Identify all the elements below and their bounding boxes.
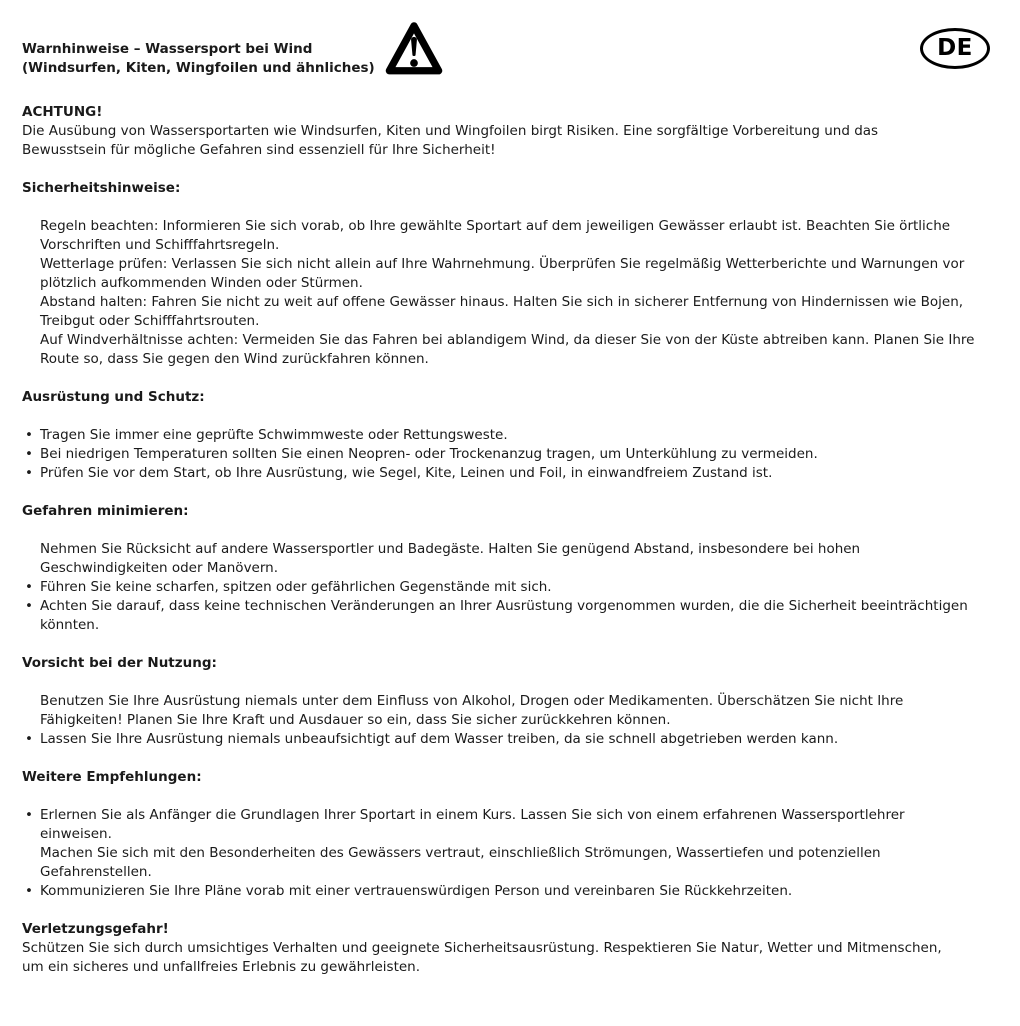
page-title-block <box>22 40 375 78</box>
section-ausruestung <box>22 388 990 483</box>
list-item-text: Machen Sie sich mit den Besonderheiten des Gewässers vertraut, einschließlich Strömungen, Wassertiefen und potenziellen Gefahrenstellen. <box>40 845 881 880</box>
sicherheitshinweise-list <box>22 217 978 369</box>
vorsicht-list <box>22 692 978 749</box>
section-achtung <box>22 103 990 160</box>
section-heading-ausruestung: Ausrüstung und Schutz: <box>22 389 205 405</box>
bullet-marker: • <box>25 731 33 747</box>
list-item-text: Kommunizieren Sie Ihre Pläne vorab mit einer vertrauenswürdigen Person und vereinbaren Sie Rückkehrzeiten. <box>40 883 793 899</box>
section-heading-empfehlungen: Weitere Empfehlungen: <box>22 769 202 785</box>
section-empfehlungen <box>22 768 990 901</box>
warning-triangle-icon <box>385 20 443 86</box>
list-item-text: Regeln beachten: Informieren Sie sich vorab, ob Ihre gewählte Sportart auf dem jeweiligen Gewässer erlaubt ist. Beachten Sie örtliche Vorschriften und Schifffahrtsregeln. <box>40 218 951 253</box>
ausruestung-list <box>22 426 978 483</box>
language-badge <box>920 28 990 69</box>
gefahren-list <box>22 540 978 635</box>
bullet-marker: • <box>25 465 33 481</box>
document-header <box>22 18 990 86</box>
list-item <box>22 578 978 597</box>
list-item <box>22 445 978 464</box>
list-item <box>22 806 978 844</box>
list-item-text: Lassen Sie Ihre Ausrüstung niemals unbeaufsichtigt auf dem Wasser treiben, da sie schnell abgetrieben werden kann. <box>40 731 839 747</box>
list-item-text: Benutzen Sie Ihre Ausrüstung niemals unter dem Einfluss von Alkohol, Drogen oder Medikamenten. Überschätzen Sie nicht Ihre Fähigkeiten! Planen Sie Ihre Kraft und Ausdauer so ein, dass Sie sicher zurückkehren können. <box>40 693 904 728</box>
list-item <box>22 217 978 255</box>
section-heading-gefahren: Gefahren minimieren: <box>22 503 189 519</box>
list-item-text: Führen Sie keine scharfen, spitzen oder gefährlichen Gegenstände mit sich. <box>40 579 552 595</box>
page-title: Warnhinweise – Wassersport bei Wind <box>22 41 313 57</box>
section-verletzungsgefahr <box>22 920 990 977</box>
list-item <box>22 730 978 749</box>
list-item <box>22 464 978 483</box>
list-item-text: Erlernen Sie als Anfänger die Grundlagen Ihrer Sportart in einem Kurs. Lassen Sie sich von einem erfahrenen Wassersportlehrer einweisen. <box>40 807 905 842</box>
page-subtitle: (Windsurfen, Kiten, Wingfoilen und ähnliches) <box>22 60 375 76</box>
list-item <box>22 255 978 293</box>
section-heading-achtung: ACHTUNG! <box>22 104 103 120</box>
list-item <box>22 844 978 882</box>
bullet-marker: • <box>25 598 33 614</box>
list-item-text: Prüfen Sie vor dem Start, ob Ihre Ausrüstung, wie Segel, Kite, Leinen und Foil, in einwandfreiem Zustand ist. <box>40 465 773 481</box>
section-sicherheitshinweise <box>22 179 990 369</box>
section-paragraph-achtung: Die Ausübung von Wassersportarten wie Windsurfen, Kiten und Wingfoilen birgt Risiken. Eine sorgfältige Vorbereitung und das Bewusstsein für mögliche Gefahren sind essenziell für Ihre Sicherheit! <box>22 123 879 158</box>
list-item-text: Bei niedrigen Temperaturen sollten Sie einen Neopren- oder Trockenanzug tragen, um Unterkühlung zu vermeiden. <box>40 446 818 462</box>
list-item <box>22 882 978 901</box>
list-item <box>22 331 978 369</box>
bullet-marker: • <box>25 807 33 823</box>
list-item <box>22 426 978 445</box>
section-heading-sicherheitshinweise: Sicherheitshinweise: <box>22 180 181 196</box>
list-item-text: Nehmen Sie Rücksicht auf andere Wassersportler und Badegäste. Halten Sie genügend Abstand, insbesondere bei hohen Geschwindigkeiten oder Manövern. <box>40 541 861 576</box>
section-vorsicht <box>22 654 990 749</box>
language-badge-label: DE <box>937 35 973 61</box>
list-item-text: Abstand halten: Fahren Sie nicht zu weit auf offene Gewässer hinaus. Halten Sie sich in sicherer Entfernung von Hindernissen wie Bojen, Treibgut oder Schifffahrtsrouten. <box>40 294 964 329</box>
bullet-marker: • <box>25 883 33 899</box>
list-item-text: Achten Sie darauf, dass keine technischen Veränderungen an Ihrer Ausrüstung vorgenommen wurden, die die Sicherheit beeinträchtigen könnten. <box>40 598 968 633</box>
section-heading-verletzungsgefahr: Verletzungsgefahr! <box>22 921 169 937</box>
empfehlungen-list <box>22 806 978 901</box>
list-item <box>22 597 978 635</box>
list-item <box>22 540 978 578</box>
section-paragraph-verletzungsgefahr: Schützen Sie sich durch umsichtiges Verhalten und geeignete Sicherheitsausrüstung. Respektieren Sie Natur, Wetter und Mitmenschen, um ein sicheres und unfallfreies Erlebnis zu gewährleisten. <box>22 940 942 975</box>
list-item <box>22 293 978 331</box>
list-item-text: Wetterlage prüfen: Verlassen Sie sich nicht allein auf Ihre Wahrnehmung. Überprüfen Sie regelmäßig Wetterberichte und Warnungen vor plötzlich aufkommenden Winden oder Stürmen. <box>40 256 965 291</box>
bullet-marker: • <box>25 446 33 462</box>
section-gefahren <box>22 502 990 635</box>
bullet-marker: • <box>25 427 33 443</box>
list-item-text: Tragen Sie immer eine geprüfte Schwimmweste oder Rettungsweste. <box>40 427 508 443</box>
list-item-text: Auf Windverhältnisse achten: Vermeiden Sie das Fahren bei ablandigem Wind, da dieser Sie von der Küste abtreiben kann. Planen Sie Ihre Route so, dass Sie gegen den Wind zurückfahren können. <box>40 332 975 367</box>
list-item <box>22 692 978 730</box>
bullet-marker: • <box>25 579 33 595</box>
section-heading-vorsicht: Vorsicht bei der Nutzung: <box>22 655 217 671</box>
